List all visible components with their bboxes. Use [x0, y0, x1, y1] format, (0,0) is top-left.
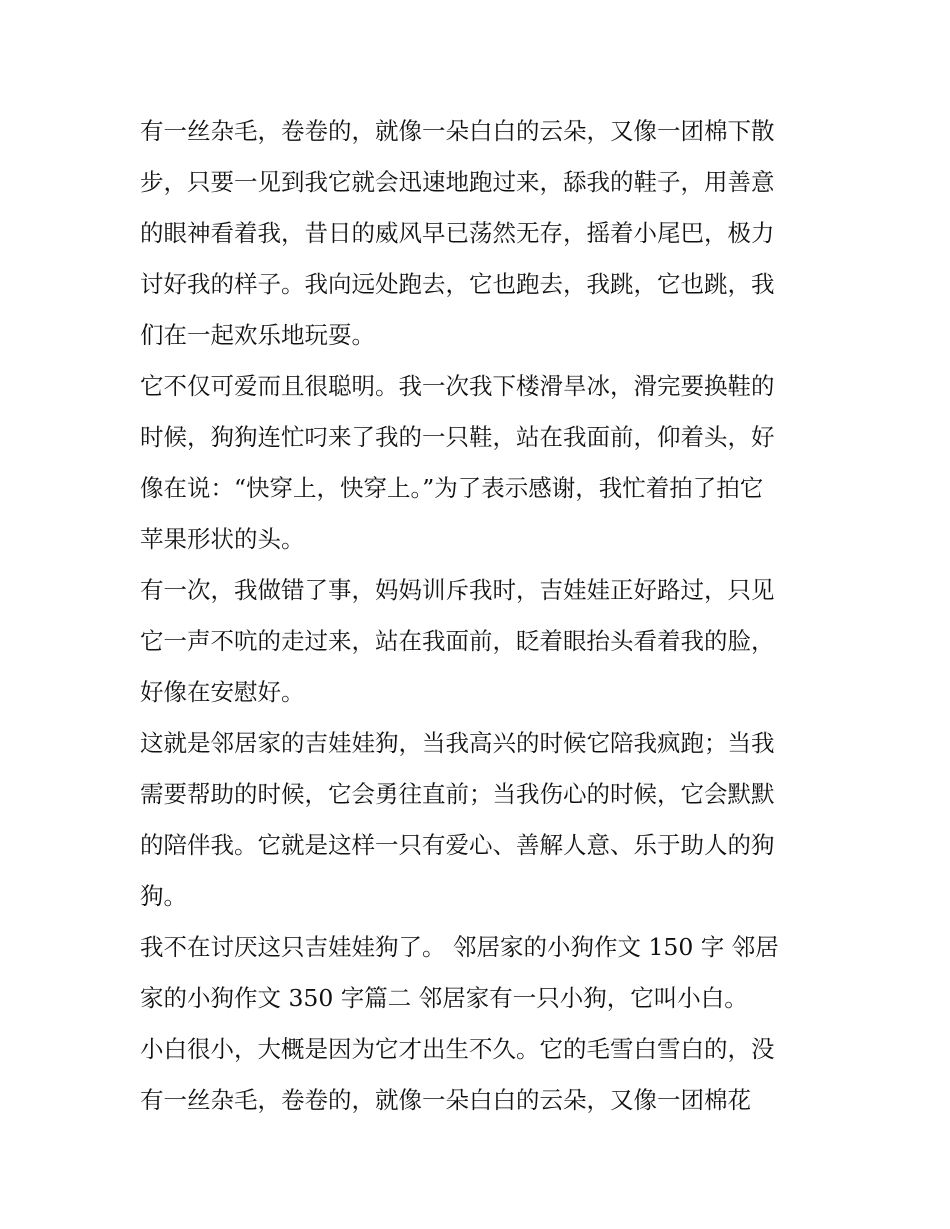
text-line: 的眼神看着我，昔日的威风早已荡然无存，摇着小尾巴，极力	[140, 219, 775, 247]
paragraph-1	[140, 106, 820, 361]
text-line: 像在说：“快穿上，快穿上。”为了表示感谢，我忙着拍了拍它	[140, 474, 764, 502]
text-line: 需要帮助的时候，它会勇往直前；当我伤心的时候，它会默默	[140, 780, 775, 808]
text-line: 狗。	[140, 882, 187, 910]
text-line: 它不仅可爱而且很聪明。我一次我下楼滑旱冰，滑完要换鞋的	[140, 372, 775, 400]
text-line: 苹果形状的头。	[140, 525, 305, 553]
text-line: 有一次，我做错了事，妈妈训斥我时，吉娃娃正好路过，只见	[140, 576, 775, 604]
paragraph-6	[140, 1024, 820, 1126]
text-line: 时候，狗狗连忙叼来了我的一只鞋，站在我面前，仰着头，好	[140, 423, 775, 451]
text-line: 小白很小，大概是因为它才出生不久。它的毛雪白雪白的，没	[140, 1035, 775, 1063]
text-line: 我不在讨厌这只吉娃娃狗了。 邻居家的小狗作文 150 字 邻居	[140, 933, 779, 961]
paragraph-2	[140, 361, 820, 565]
document-body	[140, 106, 820, 1126]
text-line: 家的小狗作文 350 字篇二 邻居家有一只小狗，它叫小白。	[140, 984, 748, 1012]
text-line: 步，只要一见到我它就会迅速地跑过来，舔我的鞋子，用善意	[140, 168, 775, 196]
paragraph-4	[140, 718, 820, 922]
text-line: 好像在安慰好。	[140, 678, 305, 706]
text-line: 的陪伴我。它就是这样一只有爱心、善解人意、乐于助人的狗	[140, 831, 775, 859]
text-line: 讨好我的样子。我向远处跑去，它也跑去，我跳，它也跳，我	[140, 270, 775, 298]
text-line: 有一丝杂毛，卷卷的，就像一朵白白的云朵，又像一团棉花	[140, 1086, 751, 1114]
text-line: 它一声不吭的走过来，站在我面前，眨着眼抬头看着我的脸，	[140, 627, 775, 655]
paragraph-5	[140, 922, 820, 1024]
text-line: 们在一起欢乐地玩耍。	[140, 321, 375, 349]
paragraph-3	[140, 565, 820, 718]
text-line: 有一丝杂毛，卷卷的，就像一朵白白的云朵，又像一团棉下散	[140, 117, 775, 145]
text-line: 这就是邻居家的吉娃娃狗，当我高兴的时候它陪我疯跑；当我	[140, 729, 775, 757]
